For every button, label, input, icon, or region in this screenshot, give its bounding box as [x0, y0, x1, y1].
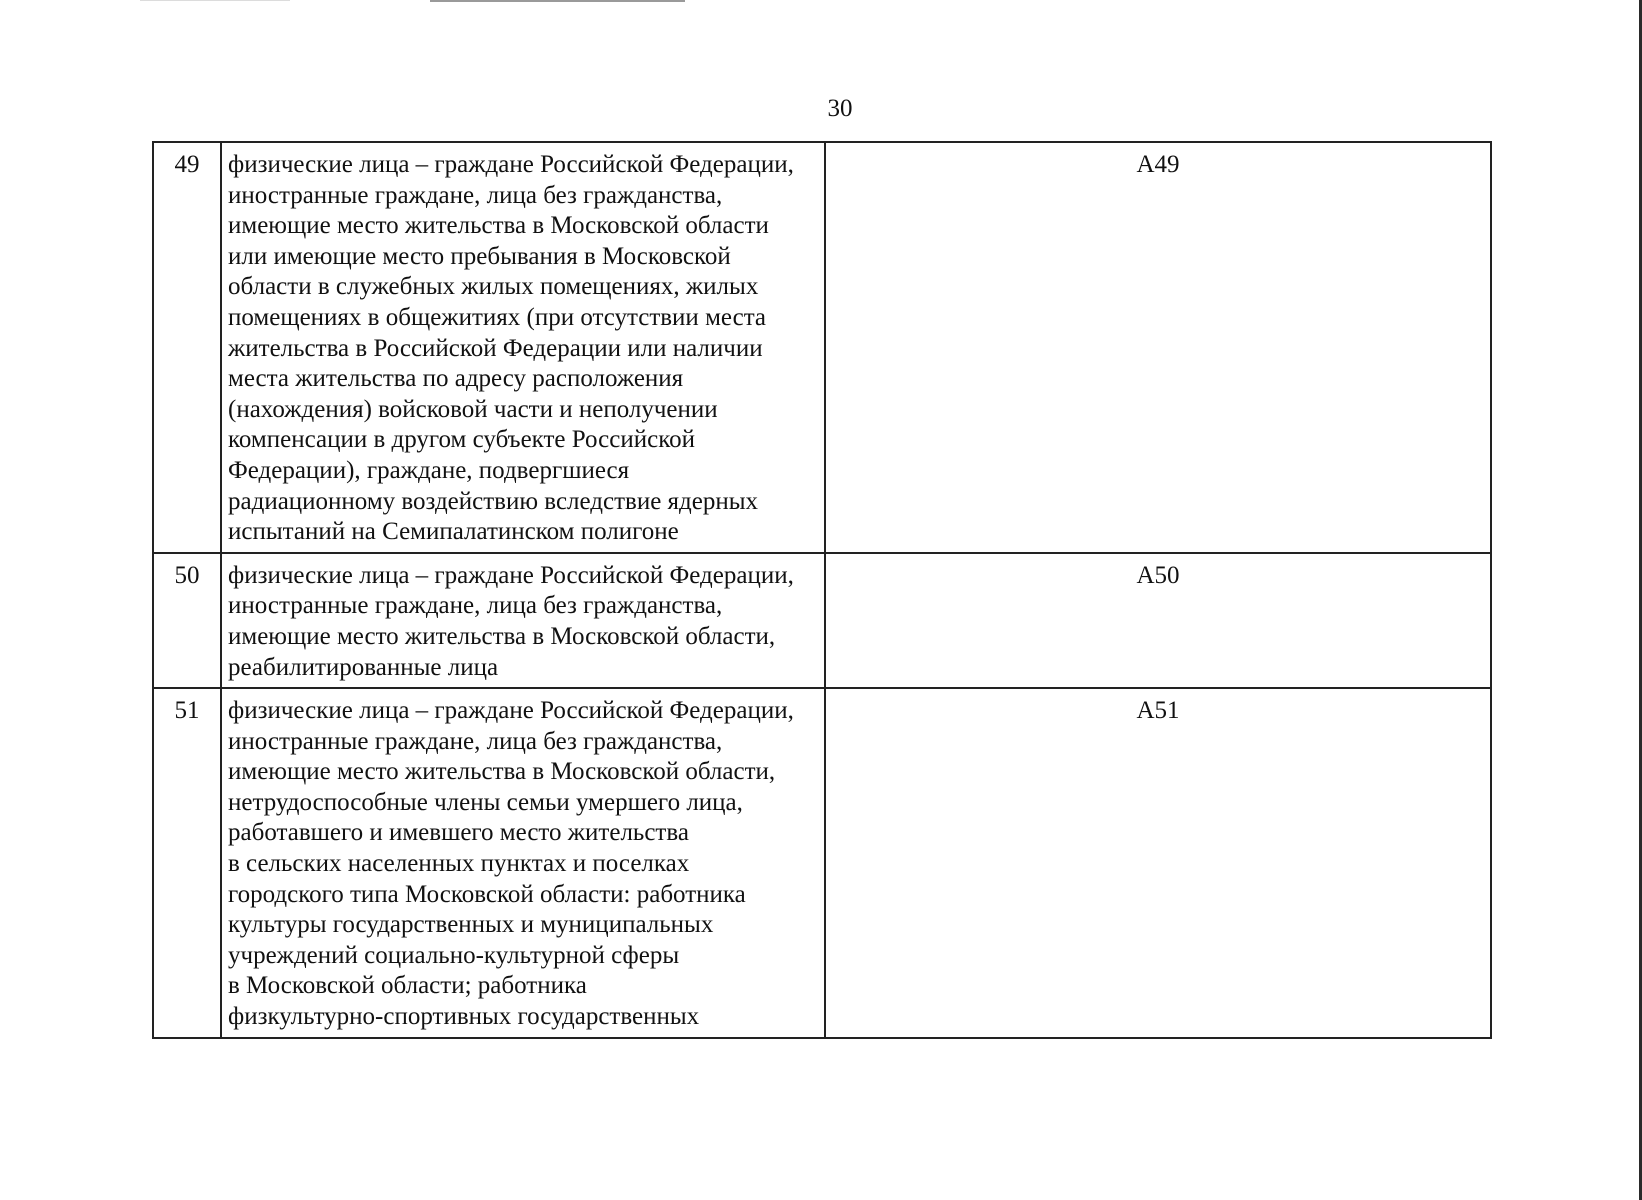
scan-artifact-line — [430, 0, 685, 2]
row-description: физические лица – граждане Российской Федерации, иностранные граждане, лица без гражданства, имеющие место жительства в Московской области, нетрудоспособные члены семьи умершего лица, работавшего и имевшего место жительства в сельских населенных пунктах и поселках городского типа Московской области: работника культуры государственных и муниципальных учреждений социально-культурной сферы в Московской области; работника физкультурно-спортивных государственных — [221, 688, 825, 1038]
document-table — [152, 141, 1492, 1039]
row-number: 49 — [153, 142, 221, 553]
table-row — [153, 142, 1491, 553]
table-row — [153, 688, 1491, 1038]
row-code: А50 — [825, 553, 1491, 688]
scan-artifact-line — [140, 0, 290, 1]
page-number: 30 — [827, 95, 853, 122]
row-number: 51 — [153, 688, 221, 1038]
row-code: А49 — [825, 142, 1491, 553]
row-description: физические лица – граждане Российской Федерации, иностранные граждане, лица без гражданства, имеющие место жительства в Московской области или имеющие место пребывания в Московской области в служебных жилых помещениях, жилых помещениях в общежитиях (при отсутствии места жительства в Российской Федерации или наличии места жительства по адресу расположения (нахождения) войсковой части и неполучении компенсации в другом субъекте Российской Федерации), граждане, подвергшиеся радиационному воздействию вследствие ядерных испытаний на Семипалатинском полигоне — [221, 142, 825, 553]
row-number: 50 — [153, 553, 221, 688]
row-description: физические лица – граждане Российской Федерации, иностранные граждане, лица без гражданства, имеющие место жительства в Московской области, реабилитированные лица — [221, 553, 825, 688]
row-code: А51 — [825, 688, 1491, 1038]
table-row — [153, 553, 1491, 688]
